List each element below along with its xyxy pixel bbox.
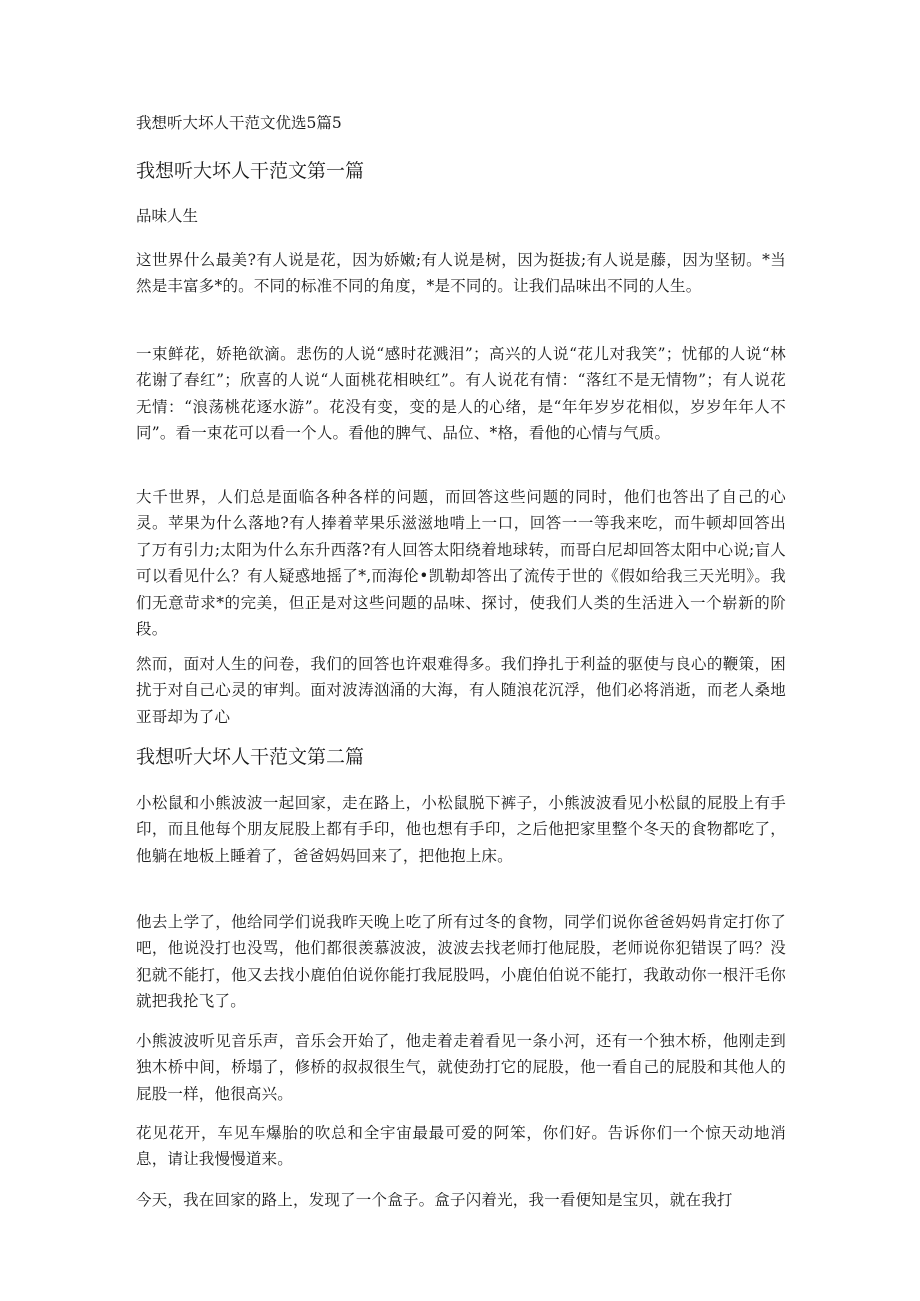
- section-1-paragraph-2: 一束鲜花，娇艳欲滴。悲伤的人说“感时花溅泪”；高兴的人说“花儿对我笑”；忧郁的人说“林花谢了春红”；欣喜的人说“人面桃花相映红”。有人说花有情：“落红不是无情物”；有人说花无情：“浪荡桃花逐水游”。花没有变，变的是人的心绪，是“年年岁岁花相似，岁岁年年人不同”。看一束花可以看一个人。看他的脾气、品位、*格，看他的心情与气质。: [136, 345, 786, 443]
- section-1-paragraph-1: 这世界什么最美?有人说是花，因为娇嫩;有人说是树，因为挺拔;有人说是藤，因为坚韧。*当然是丰富多*的。不同的标准不同的角度，*是不同的。让我们品味出不同的人生。: [136, 251, 786, 296]
- section-2-paragraph-5: 今天，我在回家的路上，发现了一个盒子。盒子闪着光，我一看便知是宝贝，就在我打: [136, 1191, 733, 1209]
- section-1-subtitle: 品味人生: [136, 207, 199, 225]
- section-1-paragraph-3: 大千世界，人们总是面临各种各样的问题，而回答这些问题的同时，他们也答出了自己的心灵。苹果为什么落地?有人捧着苹果乐滋滋地啃上一口，回答一一等我来吃，而牛顿却回答出了万有引力;太阳为什么东升西落?有人回答太阳绕着地球转，而哥白尼却回答太阳中心说;盲人可以看见什么？有人疑惑地摇了*,而海伦•凯勒却答出了流传于世的《假如给我三天光明》。我们无意苛求*的完美，但正是对这些问题的品味、探讨，使我们人类的生活进入一个崭新的阶段。: [136, 488, 786, 639]
- section-1-heading: 我想听大坏人干范文第一篇: [136, 160, 365, 182]
- section-2-paragraph-1: 小松鼠和小熊波波一起回家，走在路上，小松鼠脱下裤子，小熊波波看见小松鼠的屁股上有手印，而且他每个朋友屁股上都有手印，他也想有手印，之后他把家里整个冬天的食物都吃了，他躺在地板上睡着了，爸爸妈妈回来了，把他抱上床。: [136, 794, 786, 865]
- section-2-paragraph-3: 小熊波波听见音乐声，音乐会开始了，他走着走着看见一条小河，还有一个独木桥，他刚走到独木桥中间，桥塌了，修桥的叔叔很生气，就使劲打它的屁股，他一看自己的屁股和其他人的屁股一样，他很高兴。: [136, 1032, 786, 1103]
- section-1-paragraph-4: 然而，面对人生的问卷，我们的回答也许艰难得多。我们挣扎于利益的驱使与良心的鞭策，困扰于对自己心灵的审判。面对波涛汹涌的大海，有人随浪花沉浮，他们必将消逝，而老人桑地亚哥却为了心: [136, 655, 786, 726]
- document-title: 我想听大坏人干范文优选5篇5: [136, 114, 342, 132]
- section-2-heading: 我想听大坏人干范文第二篇: [136, 746, 365, 768]
- section-2-paragraph-4: 花见花开，车见车爆胎的吹总和全宇宙最最可爱的阿笨，你们好。告诉你们一个惊天动地消息，请让我慢慢道来。: [136, 1124, 786, 1169]
- section-2-paragraph-2: 他去上学了，他给同学们说我昨天晚上吃了所有过冬的食物，同学们说你爸爸妈妈肯定打你了吧，他说没打也没骂，他们都很羡慕波波，波波去找老师打他屁股，老师说你犯错误了吗？没犯就不能打，他又去找小鹿伯伯说你能打我屁股吗，小鹿伯伯说不能打，我敢动你一根汗毛你就把我抡飞了。: [136, 913, 786, 1011]
